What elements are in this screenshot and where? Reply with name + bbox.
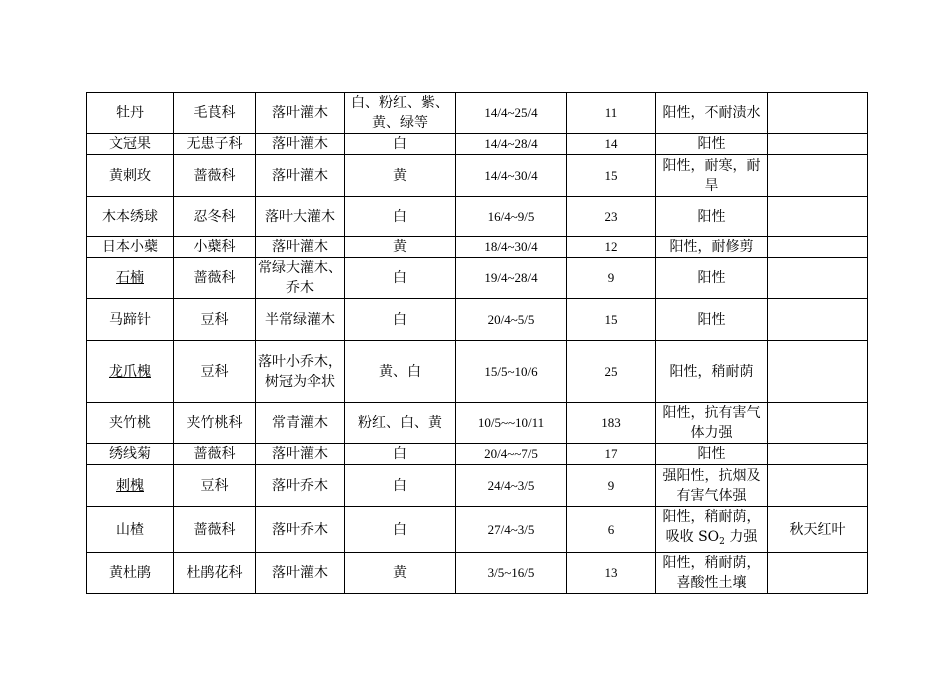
plant-family: 忍冬科 [174, 197, 256, 237]
plant-name: 山楂 [87, 507, 174, 553]
table-row [87, 465, 868, 507]
plant-family: 杜鹃花科 [174, 553, 256, 594]
bloom-period: 10/5~~10/11 [456, 403, 567, 444]
habit-text-b: 力强 [724, 529, 758, 545]
growth-habit: 阳性 [656, 134, 768, 155]
table-row [87, 134, 868, 155]
plant-type: 落叶大灌木 [256, 197, 345, 237]
plant-type: 落叶灌木 [256, 553, 345, 594]
bloom-days: 15 [567, 299, 656, 341]
table-row [87, 93, 868, 134]
growth-habit: 阳性，不耐渍水 [656, 93, 768, 134]
plant-type: 落叶灌木 [256, 134, 345, 155]
flower-color: 黄 [345, 237, 456, 258]
growth-habit: 阳性，稍耐荫 [656, 341, 768, 403]
bloom-days: 12 [567, 237, 656, 258]
bloom-days: 11 [567, 93, 656, 134]
plant-name: 牡丹 [87, 93, 174, 134]
bloom-days: 9 [567, 258, 656, 299]
plant-family: 蔷薇科 [174, 258, 256, 299]
plant-family: 豆科 [174, 299, 256, 341]
remark: 秋天红叶 [768, 507, 868, 553]
table-row [87, 444, 868, 465]
remark [768, 134, 868, 155]
plant-name: 夹竹桃 [87, 403, 174, 444]
plant-type: 落叶灌木 [256, 155, 345, 197]
habit-subscript: 2 [719, 537, 725, 547]
plant-name: 黄刺玫 [87, 155, 174, 197]
plant-family: 蔷薇科 [174, 155, 256, 197]
table-row [87, 403, 868, 444]
plant-type: 半常绿灌木 [256, 299, 345, 341]
plant-name: 黄杜鹃 [87, 553, 174, 594]
plant-type: 常青灌木 [256, 403, 345, 444]
plant-family: 小蘗科 [174, 237, 256, 258]
plant-name: 日本小蘗 [87, 237, 174, 258]
flower-color: 黄 [345, 553, 456, 594]
bloom-period: 27/4~3/5 [456, 507, 567, 553]
plant-family: 蔷薇科 [174, 444, 256, 465]
habit-text-a: 阳性，稍耐荫，吸收 SO [662, 509, 761, 545]
bloom-days: 9 [567, 465, 656, 507]
remark [768, 155, 868, 197]
bloom-days: 25 [567, 341, 656, 403]
plant-type: 常绿大灌木、乔木 [256, 258, 345, 299]
plant-type: 落叶小乔木，树冠为伞状 [256, 341, 345, 403]
table-row [87, 237, 868, 258]
plant-family: 毛茛科 [174, 93, 256, 134]
remark [768, 299, 868, 341]
growth-habit [656, 507, 768, 553]
plant-type: 落叶灌木 [256, 237, 345, 258]
plant-family: 无患子科 [174, 134, 256, 155]
table-row [87, 197, 868, 237]
plant-type: 落叶灌木 [256, 93, 345, 134]
growth-habit: 阳性，抗有害气体力强 [656, 403, 768, 444]
plant-type: 落叶乔木 [256, 507, 345, 553]
bloom-period: 19/4~28/4 [456, 258, 567, 299]
growth-habit: 阳性，耐修剪 [656, 237, 768, 258]
bloom-period: 14/4~25/4 [456, 93, 567, 134]
bloom-period: 18/4~30/4 [456, 237, 567, 258]
flower-color: 白 [345, 258, 456, 299]
bloom-days: 23 [567, 197, 656, 237]
growth-habit: 阳性 [656, 299, 768, 341]
table-row [87, 507, 868, 553]
remark [768, 403, 868, 444]
plant-type: 落叶灌木 [256, 444, 345, 465]
bloom-days: 17 [567, 444, 656, 465]
plant-family: 豆科 [174, 341, 256, 403]
plant-name-text: 龙爪槐 [109, 363, 151, 380]
flower-color: 白 [345, 299, 456, 341]
table-row [87, 553, 868, 594]
flower-color: 白 [345, 444, 456, 465]
bloom-days: 14 [567, 134, 656, 155]
bloom-period: 16/4~9/5 [456, 197, 567, 237]
table-row [87, 258, 868, 299]
remark [768, 258, 868, 299]
remark [768, 93, 868, 134]
remark [768, 465, 868, 507]
plant-name [87, 465, 174, 507]
bloom-days: 183 [567, 403, 656, 444]
flower-color: 黄、白 [345, 341, 456, 403]
bloom-days: 15 [567, 155, 656, 197]
plant-name-text: 石楠 [116, 270, 144, 286]
plant-family: 豆科 [174, 465, 256, 507]
bloom-days: 13 [567, 553, 656, 594]
growth-habit: 阳性 [656, 197, 768, 237]
growth-habit: 阳性 [656, 258, 768, 299]
plant-name [87, 341, 174, 403]
flower-color: 白 [345, 134, 456, 155]
plant-name-text: 刺槐 [116, 477, 144, 494]
bloom-period: 14/4~30/4 [456, 155, 567, 197]
plant-name: 绣线菊 [87, 444, 174, 465]
table-row [87, 299, 868, 341]
bloom-days: 6 [567, 507, 656, 553]
plant-name [87, 258, 174, 299]
flower-color: 白、粉红、紫、黄、绿等 [345, 93, 456, 134]
bloom-period: 24/4~3/5 [456, 465, 567, 507]
remark [768, 444, 868, 465]
flower-color: 粉红、白、黄 [345, 403, 456, 444]
growth-habit: 强阳性，抗烟及有害气体强 [656, 465, 768, 507]
plant-name: 木本绣球 [87, 197, 174, 237]
flower-color: 白 [345, 507, 456, 553]
remark [768, 341, 868, 403]
plant-family: 夹竹桃科 [174, 403, 256, 444]
table-row [87, 341, 868, 403]
growth-habit: 阳性，稍耐荫，喜酸性土壤 [656, 553, 768, 594]
bloom-period: 3/5~16/5 [456, 553, 567, 594]
plant-name: 文冠果 [87, 134, 174, 155]
bloom-period: 15/5~10/6 [456, 341, 567, 403]
bloom-period: 20/4~~7/5 [456, 444, 567, 465]
flower-color: 白 [345, 197, 456, 237]
plant-family: 蔷薇科 [174, 507, 256, 553]
table-row [87, 155, 868, 197]
flower-color: 白 [345, 465, 456, 507]
plant-name: 马蹄针 [87, 299, 174, 341]
growth-habit: 阳性，耐寒，耐旱 [656, 155, 768, 197]
bloom-period: 20/4~5/5 [456, 299, 567, 341]
remark [768, 197, 868, 237]
table-body [87, 93, 868, 594]
flower-color: 黄 [345, 155, 456, 197]
plant-type: 落叶乔木 [256, 465, 345, 507]
plant-flowering-table [86, 92, 868, 594]
remark [768, 553, 868, 594]
bloom-period: 14/4~28/4 [456, 134, 567, 155]
growth-habit: 阳性 [656, 444, 768, 465]
remark [768, 237, 868, 258]
